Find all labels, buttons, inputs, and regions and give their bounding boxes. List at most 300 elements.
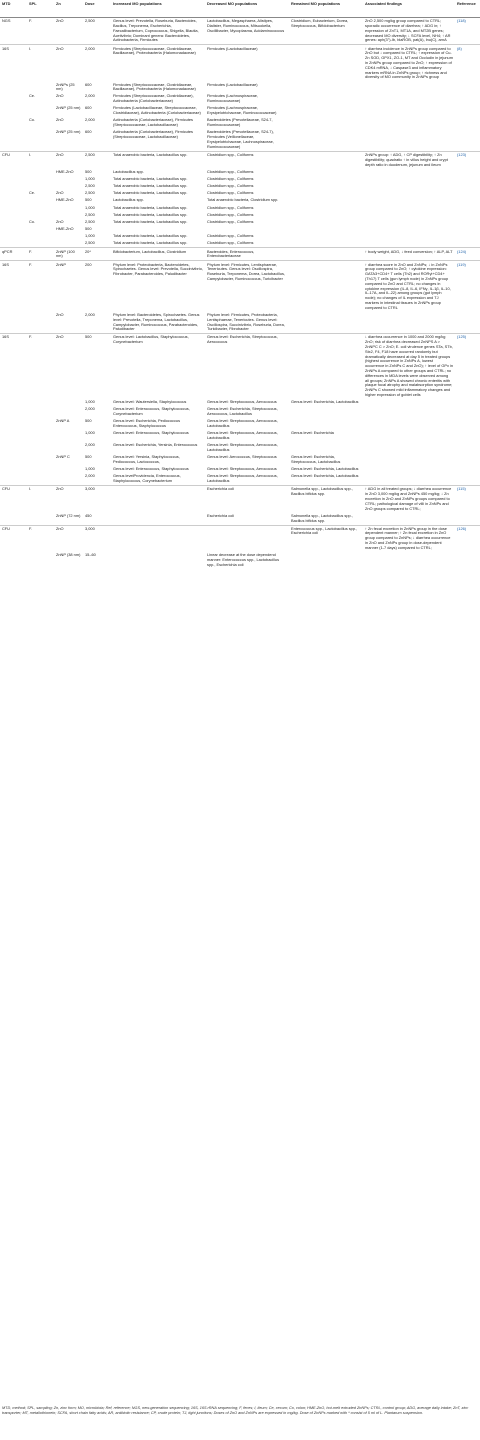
cell-method — [0, 183, 27, 190]
cell-dose: 1,000 — [85, 466, 95, 472]
cell-increased: Phylum level: Bacteroidetes, Spirochaetes. Genus level: Prevotella, Treponema, Lactobacillus, Campylobacter, Ruminococcus, Parabacteroides, Paludibacter — [113, 311, 200, 332]
cell-dose: 200 — [83, 261, 111, 312]
cell-dose: 2,000 — [85, 473, 95, 479]
cell-remained — [289, 312, 363, 334]
table-row — [0, 197, 480, 204]
cell-zinc-form: ZnO — [56, 93, 64, 99]
cell-dose: 2,000 — [85, 93, 95, 99]
cell-method: CFU — [0, 151, 27, 168]
cell-reference: (126) — [455, 525, 480, 552]
cell-reference: (119) — [455, 261, 480, 312]
cell-sampling: F. — [27, 248, 54, 261]
cell-findings — [363, 190, 455, 197]
table-row — [0, 105, 480, 117]
cell-dose: 2,500 — [85, 211, 95, 217]
cell-increased: Firmicutes (Lactobacillaceae, Streptococcaceae, Clostridiaceae), Actinobacteria (Coriobacteriaceae) — [113, 105, 201, 116]
cell-reference — [455, 399, 480, 406]
cell-dose: 2,000 — [85, 406, 95, 412]
cell-remained — [289, 226, 363, 233]
cell-zinc-form — [54, 442, 83, 454]
cell-zinc-form: HME-ZnO — [56, 226, 74, 232]
cell-sampling — [27, 105, 54, 117]
cell-findings — [363, 226, 455, 233]
cell-sampling: Ce. — [29, 190, 36, 196]
cell-dose: 600 — [85, 129, 92, 135]
cell-reference: (118) — [455, 18, 480, 45]
cell-increased: Genus level: Prevotella, Roseburia, Bacteroides, Bacillus, Treponema, Escherichia, Faecalibacterium, Coprococcus, Shigella, Blautia, Acetivibrio; Dominant genera: Bacteroidetes, Actinobacteria, Firmicutes — [111, 18, 205, 45]
cell-increased: Genus level: Enterococcus, Staphylococcus — [113, 466, 189, 472]
cell-decreased: Clostridium spp., Coliforms — [207, 168, 254, 174]
cell-decreased: Lactobacillus, Megasphaera, Alistipes, Dialister, Ruminococcus, Mitsuokella, Oscillibacter, Mycoplasma, Acidaminococcus — [205, 18, 289, 45]
cell-sampling — [27, 513, 54, 525]
cell-remained — [289, 442, 363, 454]
cell-findings: ↑ diarrhea score in ZnO and ZnNPs; ↓ in ZnNPs group compared to ZnO; ↑ cytokine expression: GATA3+CD4+ T cells (Th2) and RORγt+CD4+ (Th17) T cells (gun lymph node) in ZnNPs group compared to ZnO and CTRL; no changes in cytokine expression (IL-8, IL-6, IFNγ, IL-1β, IL-10, IL-17A, and IL-22) among groups (gut lymph node); no changes of IL expression and TJ markers in intestinal tissues in ZnNPs group compared to CTRL — [363, 261, 455, 312]
cell-findings: ↑ Zn fecal excretion in ZnNPs group in the dose dependent manner; ↑ Zn fecal excretion in ZnO group compared to ZnNPs; ↓ diarrhea occurrence in ZnO and ZnNPs group in dose-dependent manner (1-7 days) compared to CTRL; — [363, 525, 455, 552]
col-header-decreased: Decreased MO populations — [205, 0, 289, 18]
cell-zinc-form: ZnO — [54, 334, 83, 399]
cell-reference — [455, 406, 480, 418]
cell-remained: Salmonella spp., Lactobacillus spp., Bacillus bifidus spp. — [289, 486, 363, 513]
cell-method — [0, 226, 27, 233]
cell-dose: 500 — [83, 334, 111, 399]
cell-dose: 2,500 — [85, 218, 95, 224]
cell-method: 16S — [0, 261, 27, 312]
cell-dose: 2,000 — [85, 442, 95, 448]
cell-method — [0, 430, 27, 442]
table-row — [0, 45, 480, 81]
cell-sampling: F. — [27, 261, 54, 312]
col-header-findings: Associated findings — [363, 0, 455, 18]
cell-decreased: Phylum level: Firmicutes, Proteobacteria, Lentisphaerae, Tenericutes. Genus level: Oscillospira, Succinivibrio, Roseburia, Dorea, Turicibacter, Fibrobacter — [207, 311, 285, 332]
cell-dose: 500 — [85, 418, 92, 424]
cell-dose: 2,500 — [83, 18, 111, 45]
cell-decreased: Genus level: Streptococcus, Aerococcus, Lactobacillus — [207, 430, 278, 441]
col-header-dose: Dose — [83, 0, 111, 18]
cell-zinc-form: HME-ZnO — [56, 168, 74, 174]
cell-reference — [455, 93, 480, 105]
cell-increased: Genus level: Escherichia, Yersinia, Enterococcus — [113, 442, 198, 448]
cell-remained — [289, 334, 363, 399]
cell-zinc-form: ZnNP (25 nm) — [56, 105, 81, 111]
cell-decreased: Linear decrease at the dose dependend manner: Enterococcus spp., Lactobacillus spp., Escherichia coli — [207, 552, 280, 567]
cell-decreased: Firmicutes (Lachnospiraceae, Erysipelotrichaceae, Ruminococcaceae) — [207, 105, 277, 116]
cell-decreased: Total anaerobic bacteria, Clostridium spp. — [207, 197, 279, 203]
cell-zinc-form: ZnNP — [54, 261, 83, 312]
cell-decreased: Genus level: Streptococcus, Aerococcus — [207, 399, 277, 405]
cell-sampling — [27, 406, 54, 418]
cell-decreased: Escherichia coli — [205, 486, 289, 513]
cell-increased: Phylum level: Proteobacteria, Bacteroidetes, Spirochaetes. Genus level: Prevotella, Succinivibrio, Fibrobacter, Parabacteroides, Paludibacter — [111, 261, 205, 312]
cell-sampling — [27, 204, 54, 211]
cell-zinc-form: ZnO — [56, 190, 64, 196]
cell-method — [0, 312, 27, 334]
table-row — [0, 18, 480, 45]
cell-sampling — [27, 442, 54, 454]
table-row — [0, 212, 480, 219]
col-header-zn: Zn — [54, 0, 83, 18]
cell-findings: ↑ body weight, ADG, ↓ feed conversion; ↑ ALP, ALT — [363, 248, 455, 261]
cell-findings — [363, 430, 455, 442]
cell-decreased: Bacteroidetes (Prevotellaceae, S24-7), Firmicutes (Veillonellaceae, Erysipelotrichaceae, Lachnospiraceae, Ruminococcaceae) — [207, 129, 274, 149]
cell-increased: Actinobacteria (Coriobacteriaceae), Firmicutes (Streptococcaceae, Lactobacillaceae) — [113, 129, 194, 140]
cell-dose: 600 — [85, 81, 92, 87]
cell-dose: 2,500 — [83, 151, 111, 168]
cell-increased: Total anaerobic bacteria, Lactobacillus spp. — [111, 151, 205, 168]
cell-zinc-form: ZnO — [54, 525, 83, 552]
cell-decreased: Genus level: Escherichia, Streptococcus, Aerococcus — [205, 334, 289, 399]
col-header-increased: Increased MO populations — [111, 0, 205, 18]
cell-decreased: Clostridium spp., Coliforms — [207, 211, 254, 217]
table-footnote: MTD, method; SPL, sampling; Zn, zinc form; MO, microbiota; Ref, reference; NGS, new-generation sequencing; 16S, 16S rRNA sequencing; F, feces; I, ileum; Ce, cecum; Co, colon; HME-ZnO, hot-melt extruded ZnNPs; CTRL, control group; ADG, average daily intake; ZnT, zinc transporter; MT, metallothionein; SCFA, short chain fatty acids; AR, antibiotic resistance; CP, crude protein; TJ, tight junctions; Doses of ZnO and ZnNPs are expressed in mg/kg. Dose of ZnNPs marked with * consist of 5 ml of L. Plantarum suspension. — [2, 1406, 469, 1415]
cell-reference — [455, 129, 480, 151]
cell-increased: Firmicutes (Streptococcaceae, Clostridiaceae), Actinobacteria (Coriobacteriaceae) — [113, 93, 194, 104]
cell-increased: Genus level: Lactobacillus, Staphylococcus, Corynebacterium — [111, 334, 205, 399]
cell-reference — [455, 513, 480, 525]
cell-dose: 1,000 — [85, 430, 95, 436]
cell-increased — [111, 513, 205, 525]
cell-findings: ↓ diarrhea occurrence in 1000 and 2000 mg/kg ZnO; risk of diarrhea decreased ZnNPS A > ZnNPC C > ZnO; E. coli virulence genes STa, STb, Stx2, F4, F18 have occurred randomly but dramatically decreased at day 5 in treated groups (highest occurrence in ZnNPs A, lowest occurrence in ZnNPs C and ZnO); ↑ level of GPx in ZnNPs A compared to other groups and CTRL; no differences in MDA levels were observed among all groups; ZnNPs A showed chronic enteritis with plaque focal atrophy and malabsorption syndrome; ZnNPs C showed mild inflammatory changes and higher expression of goblet cells — [365, 334, 454, 398]
cell-method: qPCR — [0, 248, 27, 261]
cell-remained — [289, 176, 363, 183]
table-row — [0, 334, 480, 399]
cell-reference — [455, 418, 480, 430]
cell-decreased: Genus level: Aerococcus, Streptococcus — [207, 454, 277, 460]
cell-zinc-form: ZnNP A — [56, 418, 70, 424]
cell-method — [0, 117, 27, 129]
cell-sampling — [27, 466, 54, 473]
cell-remained: Enterococcus spp., Lactobacillus spp., Escherichia coli — [289, 525, 363, 552]
cell-remained — [289, 190, 363, 197]
cell-dose: 450 — [85, 512, 92, 518]
cell-dose: 20* — [83, 248, 111, 261]
cell-decreased: Clostridium spp., Coliforms — [207, 240, 254, 246]
cell-decreased: Clostridium spp., Coliforms — [205, 151, 289, 168]
cell-remained — [289, 105, 363, 117]
cell-dose: 500 — [85, 454, 92, 460]
table-row — [0, 93, 480, 105]
cell-method — [0, 406, 27, 418]
cell-method — [0, 513, 27, 525]
data-table — [0, 0, 480, 569]
table-row — [0, 129, 480, 151]
cell-remained — [289, 233, 363, 240]
col-header-spl: SPL — [27, 0, 54, 18]
cell-reference — [455, 552, 480, 569]
cell-findings — [363, 93, 455, 105]
cell-sampling — [27, 240, 54, 248]
cell-dose: 2,500 — [85, 190, 95, 196]
cell-decreased: Clostridium spp., Coliforms — [207, 204, 254, 210]
cell-remained — [289, 129, 363, 151]
cell-increased: Genus levelProvidencia, Enterococcus, Staphylococcus, Corynebacterium — [113, 473, 181, 484]
table-row — [0, 204, 480, 211]
cell-sampling — [27, 176, 54, 183]
cell-method — [0, 240, 27, 248]
col-header-reference: Reference — [455, 0, 480, 18]
cell-remained: Genus level: Escherichia, Lactobacillus — [291, 399, 359, 405]
table-row — [0, 312, 480, 334]
cell-findings — [363, 233, 455, 240]
cell-method — [0, 204, 27, 211]
cell-increased: Total anaerobic bacteria, Lactobacillus spp. — [113, 190, 188, 196]
cell-decreased: Genus level: Streptococcus, Aerococcus — [207, 466, 277, 472]
cell-sampling — [27, 197, 54, 204]
cell-findings — [363, 466, 455, 473]
cell-sampling — [27, 212, 54, 219]
cell-findings: ZnO 2,500 mg/kg group compared to CTRL; sporadic occurrence of diarrhea; ↑ ADG in; ↑ expression of ZnT1, MT1A, and MT2B genes; decreased MO diversity; ↓ SCFA level, NH4; ↑ AR genes: aph(3'')-Ib, blaROB, pat(A), lnu(C), arnA — [363, 18, 455, 45]
cell-decreased: Escherichia coli — [207, 512, 235, 518]
cell-decreased: Firmicutes (Lactobacillaceae) — [205, 45, 289, 81]
table-row — [0, 442, 480, 454]
cell-increased: Lactobacillus spp. — [113, 168, 144, 174]
cell-method — [0, 105, 27, 117]
cell-method — [0, 473, 27, 485]
cell-dose: 600 — [85, 105, 92, 111]
cell-decreased — [205, 226, 289, 233]
table-header-row — [0, 0, 480, 18]
cell-increased — [111, 525, 205, 552]
cell-increased: Total anaerobic bacteria, Lactobacillus spp. — [113, 240, 188, 246]
table-row — [0, 261, 480, 312]
table-row — [0, 176, 480, 183]
cell-dose: 500 — [85, 197, 92, 203]
cell-decreased — [205, 525, 289, 552]
cell-findings — [363, 183, 455, 190]
cell-zinc-form — [54, 430, 83, 442]
cell-decreased: Bacteroidetes (Prevotellaceae, S24-7, Ruminococcaceae) — [207, 117, 273, 128]
cell-remained — [289, 552, 363, 569]
cell-remained — [289, 219, 363, 226]
cell-increased: Firmicutes (Streptococcaceae, Clostridiaceae, Bacillaceae), Proteobacteria (Halomonadaceae) — [111, 45, 205, 81]
cell-remained — [289, 261, 363, 312]
cell-remained — [289, 418, 363, 430]
cell-reference — [455, 430, 480, 442]
cell-zinc-form — [54, 212, 83, 219]
cell-findings — [363, 454, 455, 466]
cell-sampling: Ce. — [29, 93, 36, 99]
cell-findings — [363, 442, 455, 454]
cell-method — [0, 233, 27, 240]
table-row — [0, 169, 480, 176]
cell-findings — [363, 312, 455, 334]
cell-decreased: Bacteroides, Enterococcus, Enterobacteriaceae — [205, 248, 289, 261]
cell-sampling: I. — [27, 151, 54, 168]
cell-findings — [363, 129, 455, 151]
cell-remained: Genus level: Escherichia, Streptococcus, Lactobacillus — [291, 454, 341, 465]
cell-increased: Total anaerobic bacteria, Lactobacillus spp. — [113, 175, 188, 181]
cell-remained: Genus level: Escherichia, Lactobacillus — [291, 466, 359, 472]
cell-remained — [289, 240, 363, 248]
cell-dose: 1,000 — [85, 233, 95, 239]
cell-sampling — [27, 399, 54, 406]
cell-reference: (124) — [455, 248, 480, 261]
cell-method: 16S — [0, 45, 27, 81]
cell-remained — [289, 93, 363, 105]
cell-reference — [455, 233, 480, 240]
cell-reference — [455, 219, 480, 226]
cell-remained: Salmonella spp., Lactobacillus spp., Bacillus bifidus spp. — [291, 512, 353, 523]
cell-reference — [455, 212, 480, 219]
table-row — [0, 513, 480, 525]
cell-method — [0, 197, 27, 204]
cell-zinc-form: ZnNP (100 nm) — [54, 248, 83, 261]
cell-remained — [289, 248, 363, 261]
cell-findings — [363, 406, 455, 418]
cell-findings: ↑ diarrhea incidence in ZnNPs group compared to ZnO but ↓ compared to CTRL; ↑ expression of Cu-Zn SOD, GPX1, ZO-1, MT and Occludin in jejunum in ZnNPs group compared to ZnO; ↑ expression of CDK4 mRNA, ↓ Caspase3 and inflammatory markers mRNA in ZnNPs group; ↑ richness and diversity of MO community in ZnNPs group — [363, 45, 455, 81]
cell-decreased: Clostridium spp., Coliforms — [207, 233, 254, 239]
table-row — [0, 248, 480, 261]
cell-findings — [363, 219, 455, 226]
cell-findings — [363, 399, 455, 406]
cell-remained — [289, 204, 363, 211]
cell-increased: Firmicutes (Streptococcaceae, Clostridiaceae, Bacillaceae), Proteobacteria (Halomonadaceae) — [113, 81, 196, 92]
cell-increased — [111, 552, 205, 569]
cell-findings — [363, 240, 455, 248]
cell-method — [0, 81, 27, 93]
cell-reference — [455, 240, 480, 248]
cell-remained: Clostridium, Eubacterium, Dorea, Streptococcus, Bifidobacterium — [289, 18, 363, 45]
cell-sampling — [27, 552, 54, 569]
cell-remained — [289, 183, 363, 190]
table-row — [0, 466, 480, 473]
col-header-remained: Remained MO populations — [289, 0, 363, 18]
cell-remained — [289, 117, 363, 129]
cell-reference: (115) — [455, 486, 480, 513]
cell-method: 16S — [0, 334, 27, 399]
cell-sampling — [27, 183, 54, 190]
cell-method — [0, 176, 27, 183]
cell-findings — [363, 418, 455, 430]
cell-increased: Total anaerobic bacteria, Lactobacillus spp. — [113, 204, 188, 210]
cell-zinc-form: ZnO — [56, 311, 64, 317]
cell-dose: 2,000 — [85, 311, 95, 317]
cell-remained — [289, 197, 363, 204]
cell-reference — [455, 454, 480, 466]
cell-findings: ZnNPs group: ↑ ADG, ↑ CP digestibility; ↑ Zn digestibility; quadratic ↑ in villus height and crypt depth ratio in duodenum, jejunum and ileum — [363, 151, 455, 168]
cell-remained — [289, 406, 363, 418]
cell-findings — [363, 513, 455, 525]
cell-method — [0, 442, 27, 454]
cell-method — [0, 418, 27, 430]
cell-dose: 500 — [85, 168, 92, 174]
cell-reference — [455, 190, 480, 197]
cell-sampling: Co. — [29, 218, 36, 224]
cell-zinc-form: ZnO — [54, 151, 83, 168]
cell-method — [0, 212, 27, 219]
cell-dose: 1,000 — [85, 204, 95, 210]
cell-remained — [289, 169, 363, 176]
cell-remained: Genus level: Escherichia — [291, 430, 334, 436]
cell-remained — [289, 45, 363, 81]
cell-method — [0, 454, 27, 466]
cell-decreased: Firmicutes (Lactobacillaceae) — [207, 81, 258, 87]
cell-dose: 15–60 — [85, 552, 96, 558]
cell-decreased: Genus level: Streptococcus, Aerococcus, Lactobacillus — [207, 473, 278, 484]
table-row — [0, 406, 480, 418]
cell-reference — [455, 473, 480, 485]
cell-zinc-form — [54, 183, 83, 190]
cell-reference — [455, 117, 480, 129]
cell-sampling — [27, 418, 54, 430]
cell-increased: Total anaerobic bacteria, Lactobacillus spp. — [113, 211, 188, 217]
cell-sampling — [27, 473, 54, 485]
cell-dose: 2,000 — [83, 45, 111, 81]
cell-increased: Genus level: Enterococcus, Staphylococcus — [113, 430, 189, 436]
cell-sampling — [27, 226, 54, 233]
cell-zinc-form: ZnO — [54, 18, 83, 45]
cell-decreased: Phylum level: Firmicutes, Lentisphaerae, Tenericutes. Genus level: Oscillospira, Roseburia, Treponema, Dorea, Lactobacillus, Campylobacter, Ruminococcus, Turicibacter — [205, 261, 289, 312]
cell-sampling: I. — [27, 486, 54, 513]
cell-reference — [455, 312, 480, 334]
cell-decreased: Clostridium spp., Coliforms — [207, 183, 254, 189]
cell-sampling — [27, 169, 54, 176]
cell-sampling: I. — [27, 45, 54, 81]
cell-sampling: Co. — [29, 117, 36, 123]
cell-zinc-form: ZnNPs (25 nm) — [56, 81, 75, 92]
cell-sampling — [27, 430, 54, 442]
cell-findings — [363, 204, 455, 211]
cell-zinc-form: HME-ZnO — [56, 197, 74, 203]
cell-sampling — [27, 233, 54, 240]
cell-sampling — [27, 454, 54, 466]
cell-zinc-form — [54, 473, 83, 485]
cell-method — [0, 219, 27, 226]
cell-findings — [363, 117, 455, 129]
cell-zinc-form — [54, 233, 83, 240]
cell-increased: Lactobacillus spp. — [113, 197, 144, 203]
cell-zinc-form: ZnNP (38 nm) — [56, 552, 81, 558]
table-row — [0, 525, 480, 552]
cell-reference — [455, 226, 480, 233]
cell-increased: Genus level: Escherichia, Pediococcus Enterococcus, Staphylococcus — [113, 418, 181, 429]
table-row — [0, 219, 480, 226]
table-row — [0, 418, 480, 430]
cell-decreased: Genus level: Streptococcus, Aerococcus, Lactobacillus — [207, 442, 278, 453]
cell-increased: Genus level: Enterococcus, Staphylococcus, Corynebacterium — [113, 406, 190, 417]
cell-dose: 2,500 — [85, 183, 95, 189]
cell-reference — [455, 197, 480, 204]
cell-increased: Bifidobacterium, Lactobacillus, Clostridium — [111, 248, 205, 261]
cell-dose: 3,000 — [83, 525, 111, 552]
cell-increased — [111, 226, 205, 233]
table-body — [0, 18, 480, 569]
cell-dose: 1,000 — [85, 175, 95, 181]
cell-decreased: Genus level: Streptococcus, Aerococcus, Lactobacillus — [207, 418, 278, 429]
cell-reference — [455, 183, 480, 190]
cell-reference — [455, 442, 480, 454]
cell-reference: (125) — [455, 334, 480, 399]
cell-sampling — [27, 312, 54, 334]
cell-zinc-form — [54, 466, 83, 473]
cell-findings — [363, 197, 455, 204]
cell-sampling: F. — [27, 334, 54, 399]
table-row — [0, 233, 480, 240]
cell-reference — [455, 466, 480, 473]
cell-findings: ↑ ADG in all treated groups; ↓ diarrhea occurrence in ZnO 3,000 mg/kg and ZnNPs 450 mg/kg; ↓ Zn excretion in ZnO and ZnNPs groups compared to CTRL; pathological damage of villi in ZnNPs and ZnO groups compared to CTRL; — [363, 486, 455, 513]
cell-reference: (123) — [455, 151, 480, 168]
table-row — [0, 81, 480, 93]
cell-remained: Genus level: Escherichia, Lactobacillus — [291, 473, 359, 479]
cell-reference — [455, 204, 480, 211]
cell-remained — [289, 212, 363, 219]
cell-reference — [455, 176, 480, 183]
cell-remained — [289, 151, 363, 168]
cell-remained — [289, 81, 363, 93]
cell-increased: Actinobacteria (Coriobacteriaceae), Firmicutes (Streptococcaceae, Lactobacillaceae) — [113, 117, 194, 128]
col-header-mtd: MTD — [0, 0, 27, 18]
table-row — [0, 486, 480, 513]
cell-decreased: Clostridium spp., Coliforms — [207, 175, 254, 181]
